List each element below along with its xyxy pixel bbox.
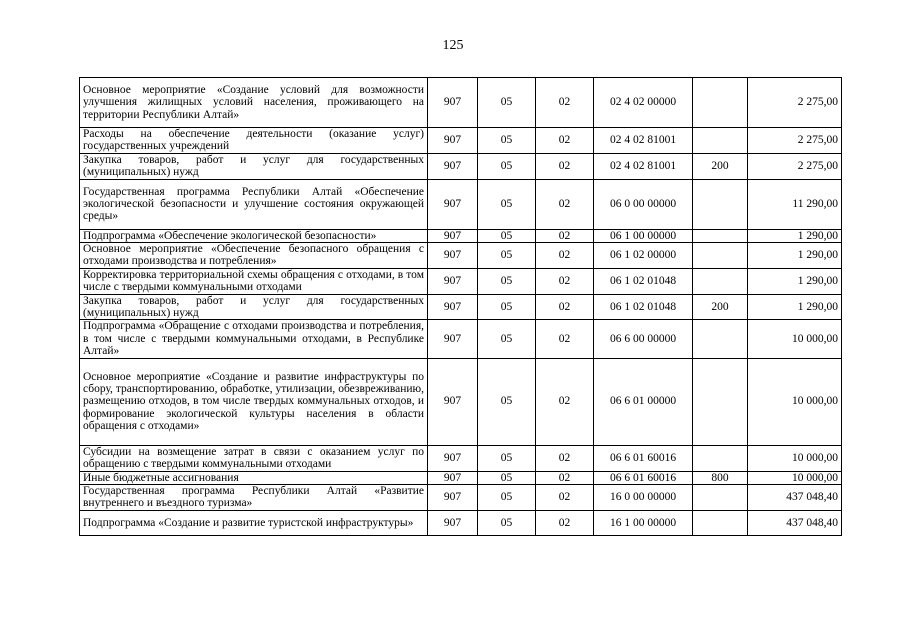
table-row (80, 294, 842, 320)
table-row (80, 153, 842, 179)
row-name: Основное мероприятие «Обеспечение безопасного обращения с отходами производства и потребления» (80, 243, 428, 269)
subsection-code: 02 (536, 471, 594, 484)
target-article-code: 16 1 00 00000 (594, 510, 693, 535)
expense-type-code: 800 (693, 471, 748, 484)
section-code: 05 (478, 78, 536, 128)
subsection-code: 02 (536, 268, 594, 294)
target-article-code: 06 0 00 00000 (594, 179, 693, 229)
ministry-code: 907 (428, 294, 478, 320)
table-row (80, 268, 842, 294)
ministry-code: 907 (428, 268, 478, 294)
expense-type-code (693, 179, 748, 229)
subsection-code: 02 (536, 78, 594, 128)
subsection-code: 02 (536, 153, 594, 179)
subsection-code: 02 (536, 320, 594, 358)
expense-type-code: 200 (693, 153, 748, 179)
table-row (80, 320, 842, 358)
target-article-code: 02 4 02 81001 (594, 128, 693, 154)
section-code: 05 (478, 471, 536, 484)
section-code: 05 (478, 445, 536, 471)
expense-type-code: 200 (693, 294, 748, 320)
ministry-code: 907 (428, 179, 478, 229)
section-code: 05 (478, 358, 536, 445)
expense-type-code (693, 268, 748, 294)
ministry-code: 907 (428, 358, 478, 445)
row-name: Подпрограмма «Обеспечение экологической безопасности» (80, 229, 428, 242)
amount: 1 290,00 (748, 243, 842, 269)
expense-type-code (693, 445, 748, 471)
ministry-code: 907 (428, 510, 478, 535)
row-name: Основное мероприятие «Создание условий для возможности улучшения жилищных условий населения, проживающего на территории Республики Алтай» (80, 78, 428, 128)
table-row (80, 471, 842, 484)
ministry-code: 907 (428, 153, 478, 179)
amount: 2 275,00 (748, 78, 842, 128)
ministry-code: 907 (428, 471, 478, 484)
table-row (80, 128, 842, 154)
row-name: Иные бюджетные ассигнования (80, 471, 428, 484)
row-name: Расходы на обеспечение деятельности (оказание услуг) государственных учреждений (80, 128, 428, 154)
ministry-code: 907 (428, 320, 478, 358)
ministry-code: 907 (428, 484, 478, 510)
amount: 10 000,00 (748, 320, 842, 358)
table-row (80, 78, 842, 128)
row-name: Подпрограмма «Обращение с отходами производства и потребления, в том числе с твердыми коммунальными отходами, в Республике Алтай» (80, 320, 428, 358)
subsection-code: 02 (536, 484, 594, 510)
subsection-code: 02 (536, 294, 594, 320)
section-code: 05 (478, 294, 536, 320)
amount: 1 290,00 (748, 268, 842, 294)
target-article-code: 02 4 02 81001 (594, 153, 693, 179)
expense-type-code (693, 510, 748, 535)
section-code: 05 (478, 179, 536, 229)
subsection-code: 02 (536, 358, 594, 445)
section-code: 05 (478, 229, 536, 242)
amount: 10 000,00 (748, 358, 842, 445)
table-row (80, 358, 842, 445)
target-article-code: 06 1 02 01048 (594, 268, 693, 294)
target-article-code: 06 1 02 00000 (594, 243, 693, 269)
section-code: 05 (478, 243, 536, 269)
ministry-code: 907 (428, 243, 478, 269)
table-row (80, 179, 842, 229)
row-name: Закупка товаров, работ и услуг для государственных (муниципальных) нужд (80, 153, 428, 179)
ministry-code: 907 (428, 229, 478, 242)
section-code: 05 (478, 268, 536, 294)
expense-type-code (693, 229, 748, 242)
row-name: Государственная программа Республики Алтай «Обеспечение экологической безопасности и улучшение состояния окружающей среды» (80, 179, 428, 229)
expense-type-code (693, 128, 748, 154)
row-name: Государственная программа Республики Алтай «Развитие внутреннего и въездного туризма» (80, 484, 428, 510)
section-code: 05 (478, 128, 536, 154)
table-row (80, 445, 842, 471)
page-number: 125 (442, 38, 464, 53)
subsection-code: 02 (536, 179, 594, 229)
section-code: 05 (478, 153, 536, 179)
expense-type-code (693, 78, 748, 128)
target-article-code: 02 4 02 00000 (594, 78, 693, 128)
table-row (80, 243, 842, 269)
section-code: 05 (478, 484, 536, 510)
target-article-code: 06 6 01 60016 (594, 471, 693, 484)
table-row (80, 510, 842, 535)
row-name: Субсидии на возмещение затрат в связи с оказанием услуг по обращению с твердыми коммунальными отходами (80, 445, 428, 471)
expense-type-code (693, 484, 748, 510)
amount: 1 290,00 (748, 294, 842, 320)
ministry-code: 907 (428, 128, 478, 154)
row-name: Подпрограмма «Создание и развитие туристской инфраструктуры» (80, 510, 428, 535)
target-article-code: 06 6 01 00000 (594, 358, 693, 445)
amount: 11 290,00 (748, 179, 842, 229)
target-article-code: 06 6 01 60016 (594, 445, 693, 471)
target-article-code: 06 1 00 00000 (594, 229, 693, 242)
target-article-code: 06 1 02 01048 (594, 294, 693, 320)
section-code: 05 (478, 320, 536, 358)
target-article-code: 16 0 00 00000 (594, 484, 693, 510)
row-name: Закупка товаров, работ и услуг для государственных (муниципальных) нужд (80, 294, 428, 320)
budget-table (79, 77, 842, 536)
amount: 10 000,00 (748, 445, 842, 471)
expense-type-code (693, 320, 748, 358)
amount: 2 275,00 (748, 128, 842, 154)
amount: 10 000,00 (748, 471, 842, 484)
subsection-code: 02 (536, 243, 594, 269)
section-code: 05 (478, 510, 536, 535)
amount: 1 290,00 (748, 229, 842, 242)
expense-type-code (693, 358, 748, 445)
row-name: Корректировка территориальной схемы обращения с отходами, в том числе с твердыми коммунальными отходами (80, 268, 428, 294)
amount: 2 275,00 (748, 153, 842, 179)
ministry-code: 907 (428, 78, 478, 128)
table-row (80, 229, 842, 242)
table-row (80, 484, 842, 510)
subsection-code: 02 (536, 510, 594, 535)
subsection-code: 02 (536, 445, 594, 471)
amount: 437 048,40 (748, 510, 842, 535)
target-article-code: 06 6 00 00000 (594, 320, 693, 358)
ministry-code: 907 (428, 445, 478, 471)
subsection-code: 02 (536, 229, 594, 242)
subsection-code: 02 (536, 128, 594, 154)
row-name: Основное мероприятие «Создание и развитие инфраструктуры по сбору, транспортированию, обработке, утилизации, обезвреживанию, размещению отходов, в том числе твердых коммунальных отходов, и формирование экологической культуры населения в области обращения с отходами» (80, 358, 428, 445)
amount: 437 048,40 (748, 484, 842, 510)
table-body (80, 78, 842, 536)
expense-type-code (693, 243, 748, 269)
